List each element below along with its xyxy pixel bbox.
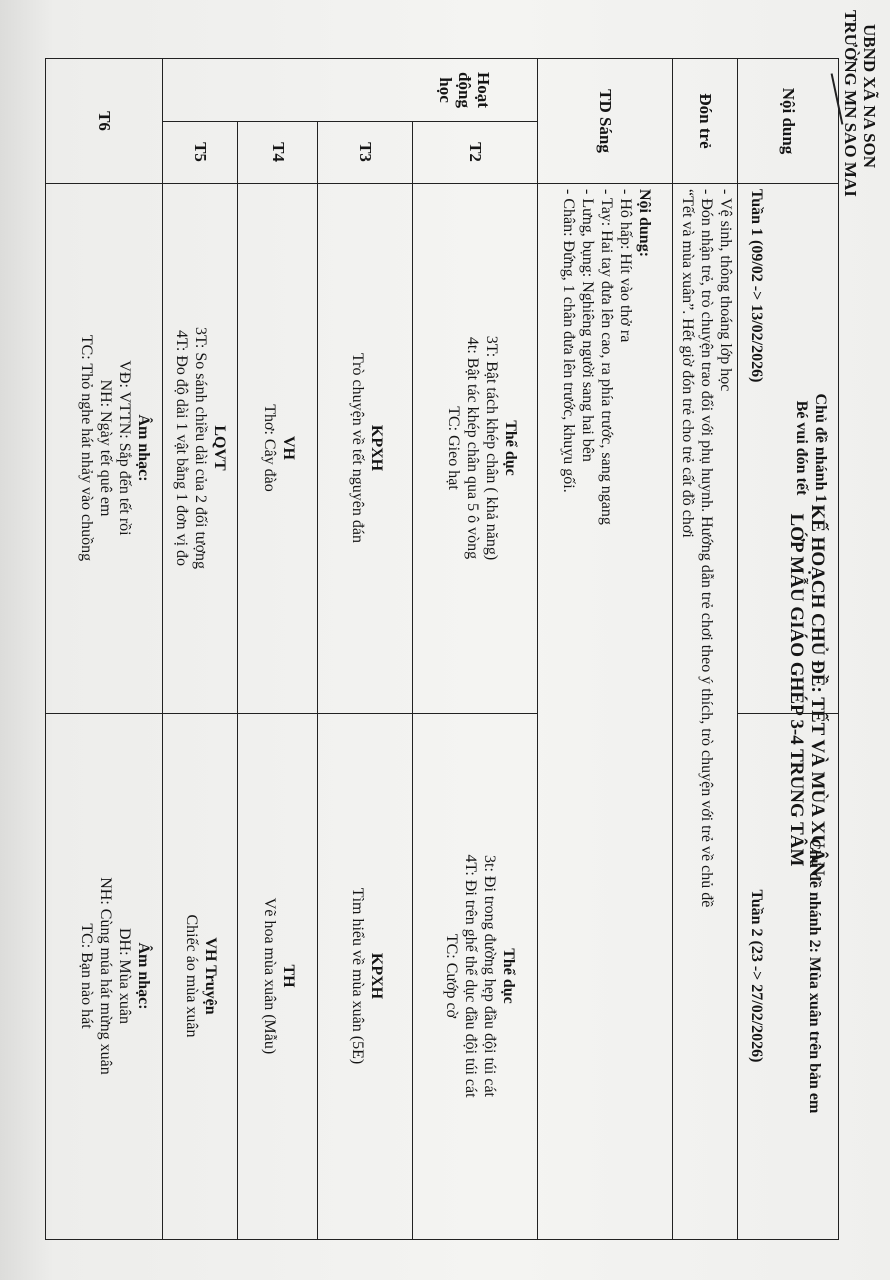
week1-theme-line-2: Bé vui đón tết: [793, 400, 810, 496]
t3-w1-line-1: Trò chuyện về tết nguyên đán: [349, 352, 366, 544]
org-header: [841, 10, 879, 197]
t2-w1-line-1: 3T: Bật tách khép chân ( khả năng): [483, 335, 500, 561]
t2-w2-title: Thể dục: [500, 948, 517, 1004]
day-label-t5: T5: [191, 142, 210, 162]
td-sang-heading: Nội dung:: [636, 189, 653, 258]
t6-w2-title: Âm nhạc:: [135, 942, 152, 1010]
don-tre-line-2: - Đón nhận trẻ, trò chuyện trao đổi với phụ huynh. Hướng dẫn trẻ chơi theo ý thích, trò chuyện với trẻ về chủ đề: [698, 189, 715, 908]
t4-w2-title: TH: [280, 964, 297, 988]
t4-w1-line-1: Thơ: Cây đào: [261, 404, 278, 492]
t2-w1-line-2: 4t: Bật tác khép chân qua 5 ô vòng: [464, 336, 481, 560]
t4-w2-line-1: Vẽ hoa mùa xuân (Mẫu): [261, 897, 278, 1055]
row-divider: [162, 59, 163, 1239]
row-divider: [537, 59, 538, 1239]
td-sang-content: [559, 189, 654, 525]
row-divider: [237, 121, 238, 1239]
t6-w2-line-1: DH: Mùa xuân: [116, 928, 133, 1024]
org-line-1: UBND XÃ NA SON: [860, 24, 879, 169]
t2-week2-cell: [442, 713, 518, 1239]
row-label-hoat-dong-hoc: [436, 59, 493, 121]
t6-week1-cell: [77, 183, 153, 713]
hdh-line-3: học: [436, 77, 455, 103]
t6-w1-line-2: NH: Ngày tết quê em: [97, 379, 114, 517]
week1-theme-line-1: Chủ đề nhánh 1: [812, 393, 829, 503]
t5-w1-line-1: 3T: So sánh chiều dài của 2 đối tượng: [192, 326, 209, 570]
t5-week1-cell: [172, 183, 229, 713]
hdh-line-2: động: [455, 72, 474, 108]
td-sang-line-1: - Hô hấp: Hít vào thở ra: [617, 189, 634, 343]
t3-week1-cell: [348, 183, 386, 713]
t6-w1-line-1: VĐ: VTTN: Sắp đến tết rồi: [116, 360, 133, 536]
org-line-2: TRƯỜNG MN SAO MAI: [841, 10, 860, 197]
plan-table: [45, 58, 839, 1240]
t6-w1-title: Âm nhạc:: [135, 414, 152, 482]
don-tre-content: [678, 189, 735, 907]
t3-w1-title: KPXH: [368, 424, 385, 472]
day-label-t3: T3: [356, 142, 375, 162]
col-divider: [46, 183, 838, 184]
don-tre-line-3: “Tết và mùa xuân”. Hết giờ đón trẻ cho trẻ cất đồ chơi: [679, 189, 696, 538]
t6-w2-line-3: TC: Bạn nào hát: [78, 923, 95, 1029]
t5-week2-cell: [182, 713, 220, 1239]
t4-week1-cell: [260, 183, 298, 713]
week1-header: [792, 183, 830, 713]
row-divider: [317, 121, 318, 1239]
t4-week2-cell: [260, 713, 298, 1239]
don-tre-line-1: - Vệ sinh, thông thoáng lớp học: [717, 189, 734, 392]
title-line-2: LỚP MẪU GIÁO GHÉP 3-4 TRUNG TÂM: [786, 513, 807, 867]
t4-w1-title: VH: [280, 436, 297, 460]
t6-w2-line-2: NH: Cùng múa hát mừng xuân: [97, 877, 114, 1075]
week2-dates: Tuần 2 (23 -> 27/02/2026): [748, 889, 765, 1063]
t5-w2-title: VH Truyện: [202, 937, 219, 1015]
row-divider: [737, 59, 738, 1239]
t2-w1-line-3: TC: Gieo hạt: [445, 406, 462, 490]
row-label-td-sang: TD Sáng: [596, 89, 615, 153]
t6-week2-cell: [77, 713, 153, 1239]
day-label-t4: T4: [269, 142, 288, 162]
row-divider: [412, 121, 413, 1239]
t3-week2-cell: [348, 713, 386, 1239]
t2-week1-cell: [444, 183, 520, 713]
t6-w1-line-3: TC: Thỏ nghe hát nhảy vào chuồng: [78, 334, 95, 562]
t5-w1-line-2: 4T: Đo độ dài 1 vật bằng 1 đơn vị đo: [173, 329, 190, 567]
t5-w1-title: LQVT: [211, 425, 228, 471]
week2-theme: Chủ đề nhánh 2: Mùa xuân trên bản em: [806, 838, 823, 1114]
hdh-line-1: Hoạt: [474, 72, 493, 108]
title-line-1: KẾ HOẠCH CHỦ ĐỀ: TẾT VÀ MÙA XUÂN: [807, 504, 828, 876]
col-header-noi-dung: Nội dung: [779, 87, 798, 155]
td-sang-line-3: - Lưng, bụng: Nghiêng người sang hai bên: [579, 189, 596, 462]
row-divider: [672, 59, 673, 1239]
t3-w2-line-1: Tìm hiểu về mùa xuân (5E): [349, 887, 366, 1065]
t2-w2-line-2: 4T: Đi trên ghế thể dục đầu đội túi cát: [462, 854, 479, 1098]
day-label-t2: T2: [466, 142, 485, 162]
t2-w2-line-1: 3t: Đi trong đường hẹp đầu đội túi cát: [481, 855, 498, 1097]
t3-w2-title: KPXH: [368, 952, 385, 1000]
t5-w2-line-1: Chiếc áo mùa xuân: [183, 914, 200, 1038]
day-label-t6: T6: [95, 111, 114, 131]
t2-w1-title: Thể dục: [502, 420, 519, 476]
t2-w2-line-3: TC: Cướp cờ: [443, 933, 460, 1019]
td-sang-line-2: - Tay: Hai tay đưa lên cao, ra phía trước, sang ngang: [598, 189, 615, 525]
row-label-don-tre: Đón trẻ: [696, 93, 715, 149]
td-sang-line-4: - Chân: Đứng, 1 chân đưa lên trước, khuỵu gối.: [560, 189, 577, 493]
week1-dates: Tuần 1 (09/02 -> 13/02/2026): [748, 189, 765, 383]
